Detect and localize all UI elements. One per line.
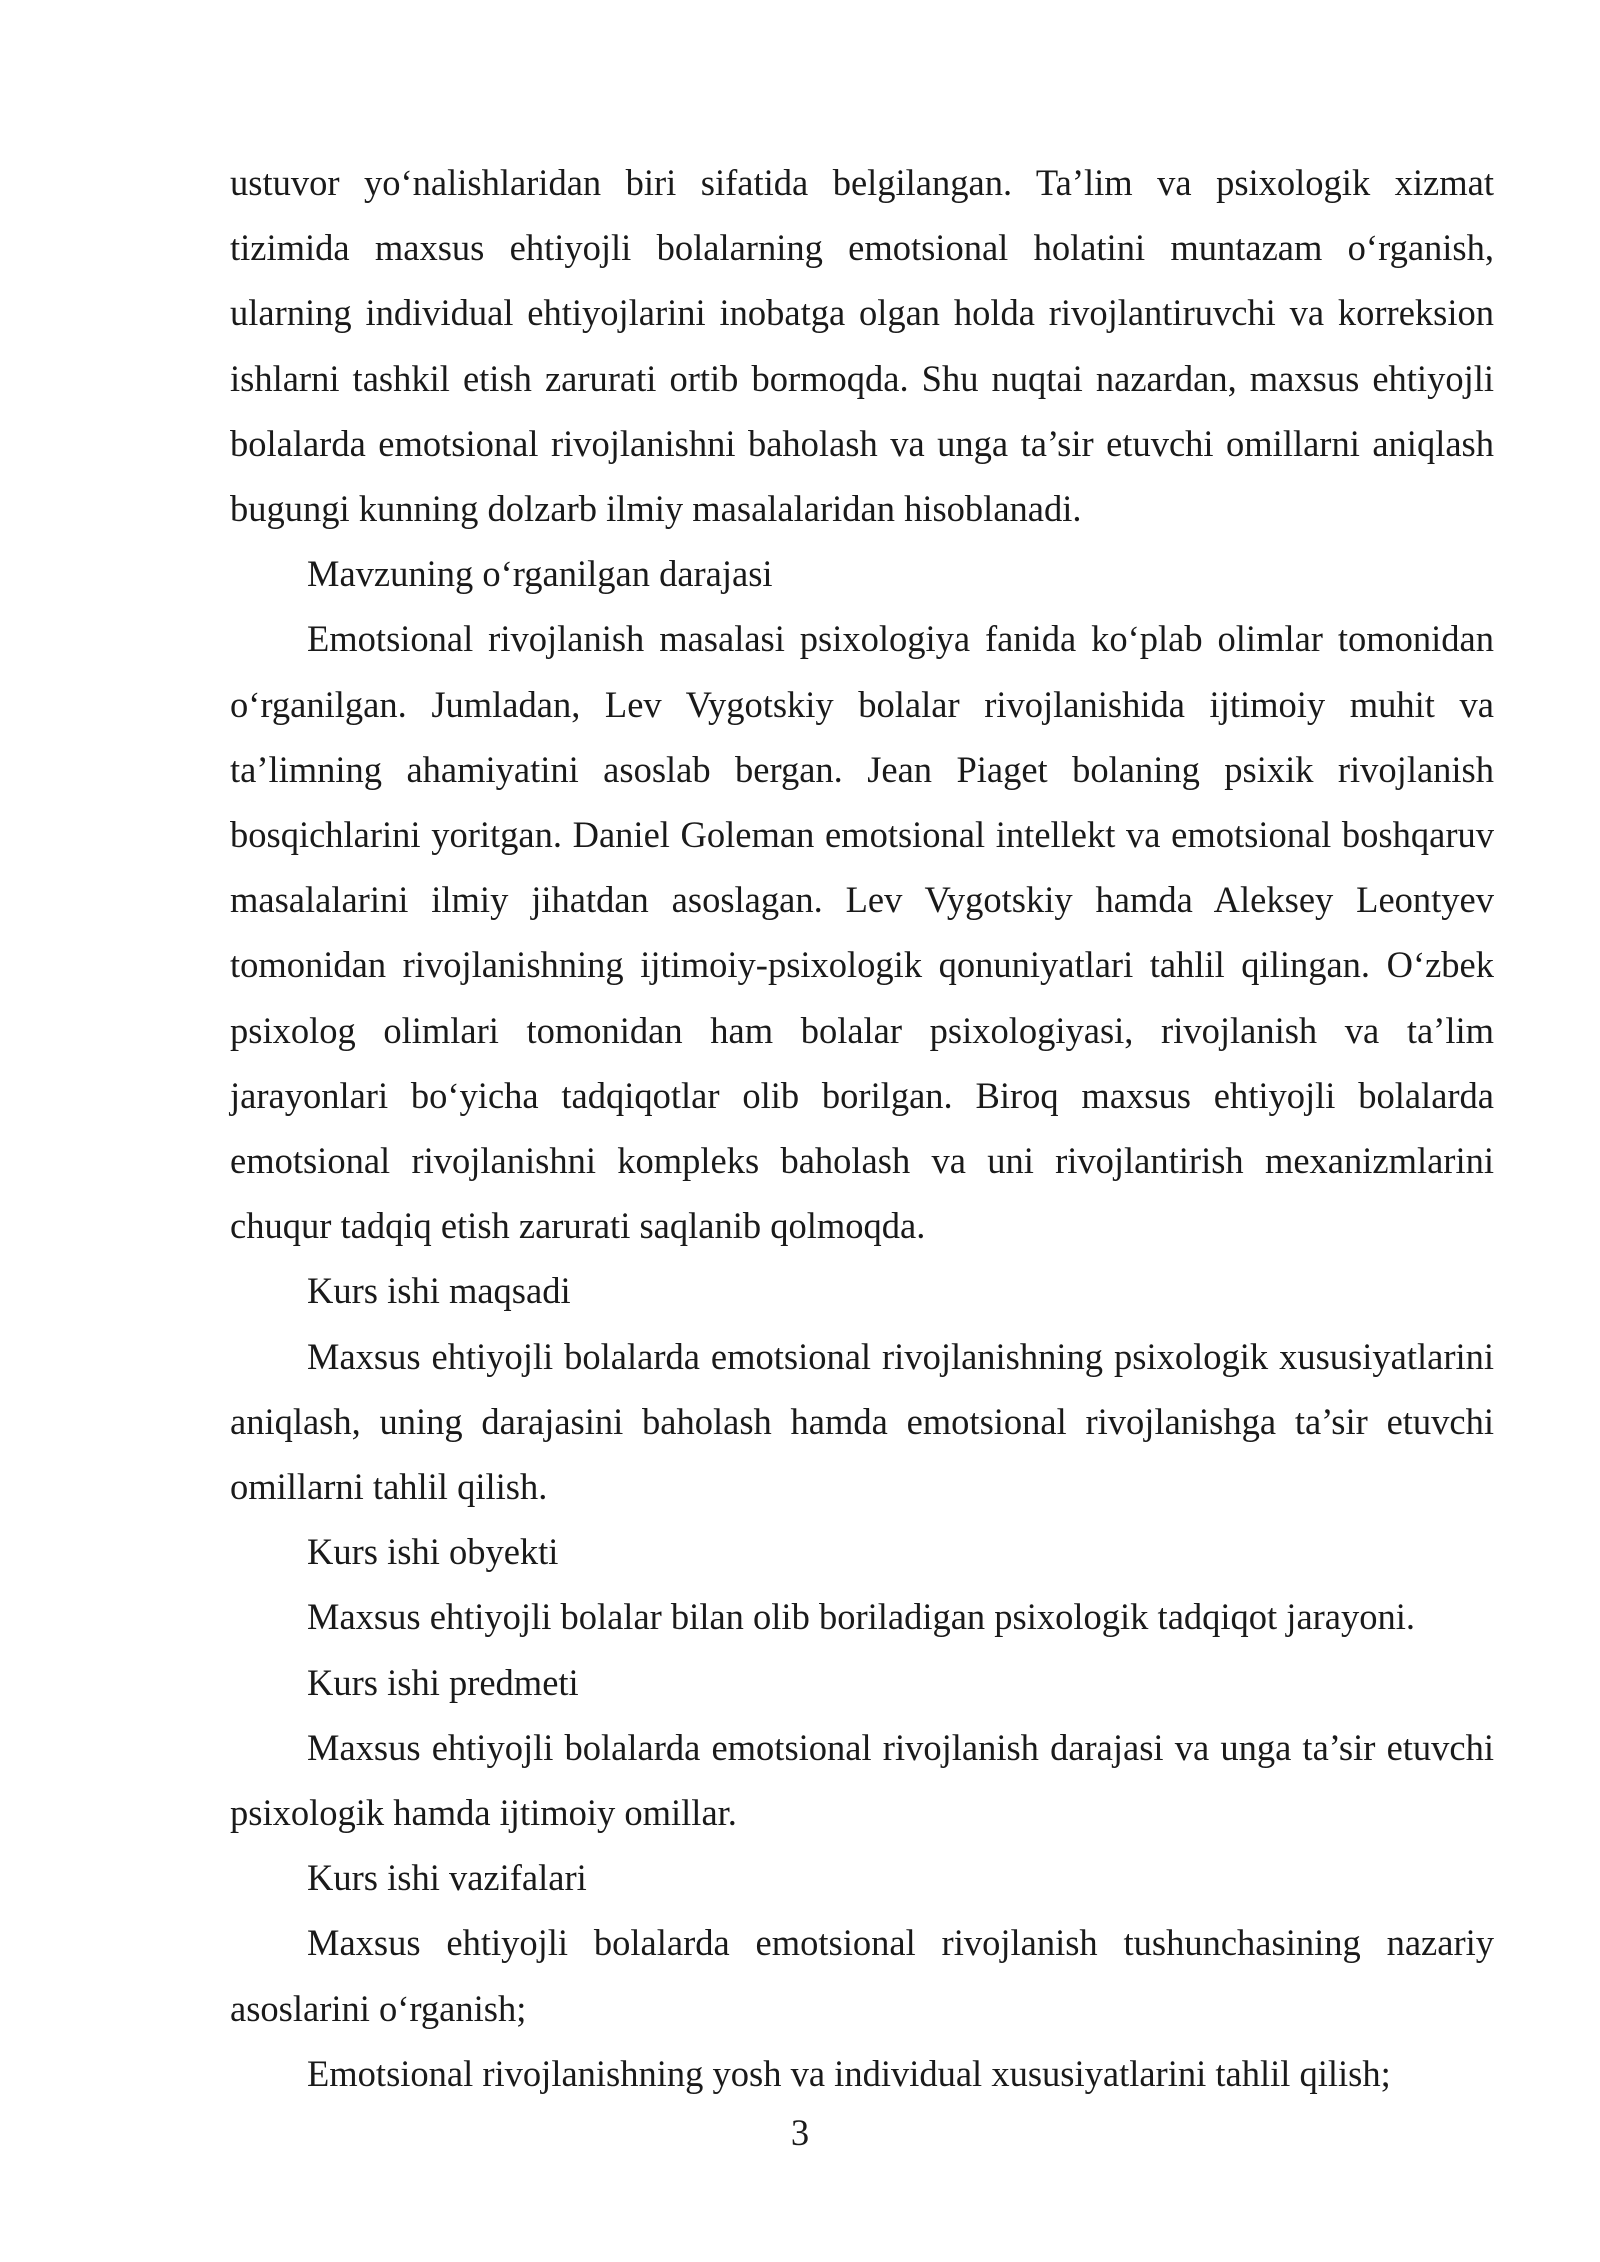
body-paragraph: ustuvor yo‘nalishlaridan biri sifatida belgilangan. Ta’lim va psixologik xizmat tizimida maxsus ehtiyojli bolalarning emotsional holatini muntazam o‘rganish, ularning individual ehtiyojlarini inobatga olgan holda rivojlantiruvchi va korreksion ishlarni tashkil etish zarurati ortib bormoqda. Shu nuqtai nazardan, maxsus ehtiyojli bolalarda emotsional rivojlanishni baholash va unga ta’sir etuvchi omillarni aniqlash bugungi kunning dolzarb ilmiy masalalaridan hisoblanadi. (230, 162, 1494, 530)
section-heading: Kurs ishi obyekti (307, 1531, 559, 1573)
body-paragraph: Maxsus ehtiyojli bolalarda emotsional rivojlanish tushunchasining nazariy asoslarini o‘rganish; (230, 1922, 1494, 2029)
document-page (230, 150, 1494, 2106)
body-paragraph: Emotsional rivojlanish masalasi psixologiya fanida ko‘plab olimlar tomonidan o‘rganilgan. Jumladan, Lev Vygotskiy bolalar rivojlanishida ijtimoiy muhit va ta’limning ahamiyatini asoslab bergan. Jean Piaget bolaning psixik rivojlanish bosqichlarini yoritgan. Daniel Goleman emotsional intellekt va emotsional boshqaruv masalalarini ilmiy jihatdan asoslagan. Lev Vygotskiy hamda Aleksey Leontyev tomonidan rivojlanishning ijtimoiy-psixologik qonuniyatlari tahlil qilingan. O‘zbek psixolog olimlari tomonidan ham bolalar psixologiyasi, rivojlanish va ta’lim jarayonlari bo‘yicha tadqiqotlar olib borilgan. Biroq maxsus ehtiyojli bolalarda emotsional rivojlanishni kompleks baholash va uni rivojlantirish mexanizmlarini chuqur tadqiq etish zarurati saqlanib qolmoqda. (230, 618, 1494, 1247)
section-heading: Kurs ishi maqsadi (307, 1270, 571, 1312)
body-paragraph: Emotsional rivojlanishning yosh va individual xususiyatlarini tahlil qilish; (307, 2052, 1391, 2094)
body-paragraph: Maxsus ehtiyojli bolalarda emotsional rivojlanish darajasi va unga ta’sir etuvchi psixologik hamda ijtimoiy omillar. (230, 1726, 1494, 1834)
section-heading: Kurs ishi predmeti (307, 1661, 579, 1703)
section-heading: Mavzuning o‘rganilgan darajasi (307, 553, 773, 595)
body-paragraph: Maxsus ehtiyojli bolalar bilan olib boriladigan psixologik tadqiqot jarayoni. (307, 1596, 1416, 1638)
body-paragraph: Maxsus ehtiyojli bolalarda emotsional rivojlanishning psixologik xususiyatlarini aniqlash, uning darajasini baholash hamda emotsional rivojlanishga ta’sir etuvchi omillarni tahlil qilish. (230, 1335, 1494, 1508)
section-heading: Kurs ishi vazifalari (307, 1857, 587, 1899)
page-number: 3 (790, 2112, 810, 2153)
